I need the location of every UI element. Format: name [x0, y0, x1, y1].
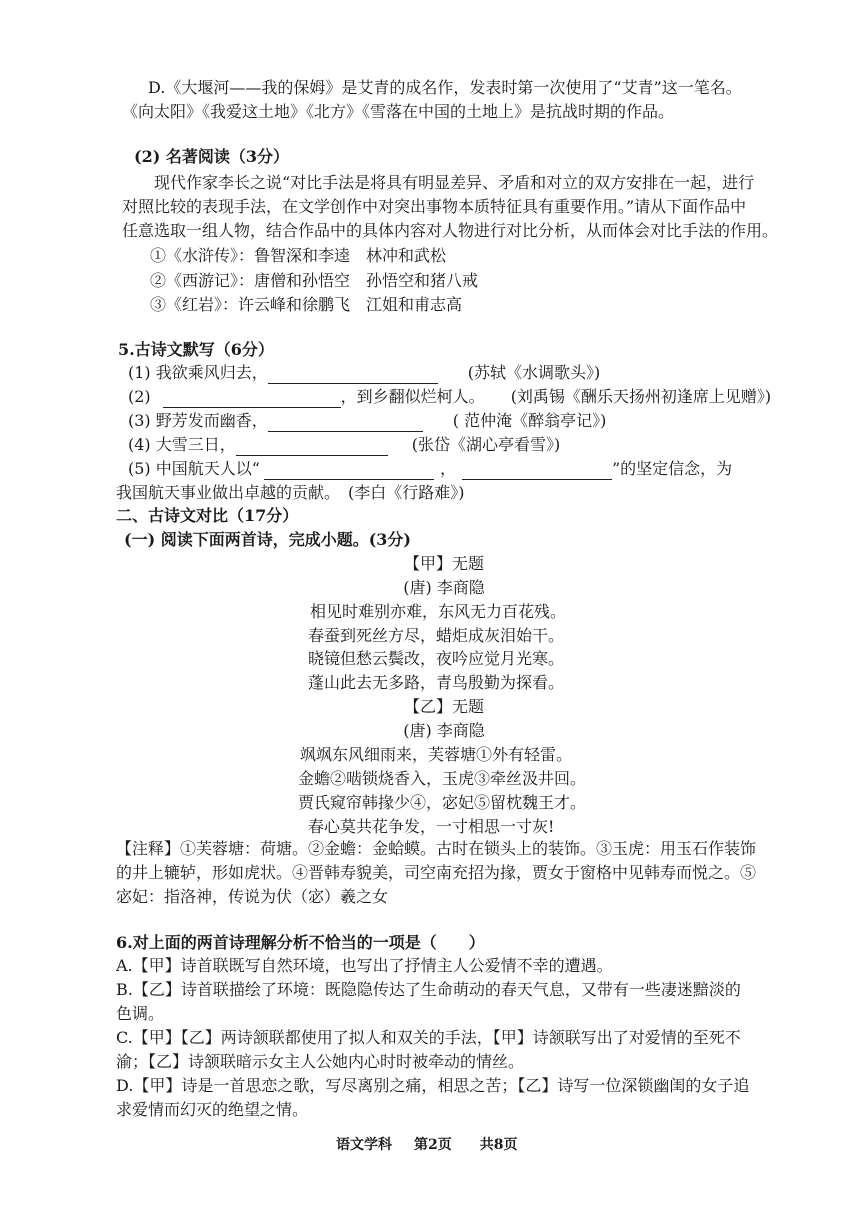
poem-a-line-3: 晓镜但愁云鬓改，夜吟应觉月光寒。 [308, 649, 565, 668]
poem-b-line-3: 贾氏窥帘韩掾少④，宓妃⑤留枕魏王才。 [298, 793, 587, 812]
footer [336, 1134, 518, 1156]
q5-heading: 5.古诗文默写（6分） [118, 340, 274, 359]
q5-line-5b: 我国航天事业做出卓越的贡献。 (李白《行路难》) [116, 483, 465, 502]
notes-line-3: 宓妃：指洛神，传说为伏（宓）羲之女 [116, 887, 389, 906]
q4-part2-para3: 任意选取一组人物，结合作品中的具体内容对人物进行对比分析，从而体会对比手法的作用。 [122, 221, 779, 240]
answer-blank-4[interactable] [236, 439, 388, 456]
q4-option-d-line2: 《向太阳》《我爱这土地》《北方》《雪落在中国的土地上》是抗战时期的作品。 [122, 102, 675, 121]
answer-blank-5b[interactable] [462, 463, 612, 480]
section2-subheading: (一) 阅读下面两首诗，完成小题。(3分) [124, 530, 411, 549]
q5-line-2-source: (刘禹锡《酬乐天扬州初逢席上见赠》) [510, 387, 772, 406]
q5-line-4 [128, 434, 560, 456]
q5-line-5-text: (5) 中国航天人以“ [128, 459, 260, 478]
notes-line-1: 【注释】①芙蓉塘：荷塘。②金蟾：金蛤蟆。古时在锁头上的装饰。③玉虎：用玉石作装饰 [116, 839, 757, 858]
q6-option-d-line1: D.【甲】诗是一首思恋之歌，写尽离别之痛，相思之苦；【乙】诗写一位深锁幽闺的女子追 [116, 1076, 750, 1095]
poem-b-author: (唐) 李商隐 [403, 721, 485, 740]
q5-line-5-post: ”的坚定信念，为 [611, 459, 733, 478]
q5-line-5 [128, 458, 732, 480]
poem-b-title: 【乙】无题 [403, 697, 484, 716]
q4-part2-item-3: ③《红岩》：许云峰和徐鹏飞 江姐和甫志高 [150, 295, 463, 314]
q5-line-2 [128, 386, 771, 408]
q6-option-d-line2: 求爱情而幻灭的绝望之情。 [116, 1100, 309, 1119]
poem-a-line-4: 蓬山此去无多路，青鸟殷勤为探看。 [308, 673, 565, 692]
q6-option-a: A.【甲】诗首联既写自然环境，也写出了抒情主人公爱情不幸的遭遇。 [116, 956, 613, 975]
q6-option-b-line1: B.【乙】诗首联描绘了环境：既隐隐传达了生命萌动的春天气息，又带有一些凄迷黯淡的 [116, 980, 741, 999]
q5-line-4-text: (4) 大雪三日， [128, 435, 236, 454]
answer-blank-5a[interactable] [264, 463, 434, 480]
q4-part2-heading: (2) 名著阅读（3分） [134, 147, 289, 166]
q5-line-1-text: (1) 我欲乘风归去， [128, 363, 268, 382]
notes-line-2: 的井上辘轳，形如虎状。④晋韩寿貌美，司空南充招为掾，贾女于窗格中见韩寿而悦之。⑤ [116, 863, 757, 882]
q5-line-1-source: (苏轼《水调歌头》) [467, 363, 601, 382]
footer-total-pages: 共8页 [479, 1137, 518, 1153]
q4-part2-item-1: ①《水浒传》：鲁智深和李逵 林冲和武松 [150, 246, 447, 265]
answer-blank-2[interactable] [163, 391, 341, 408]
q5-line-5-comma: ， [439, 459, 456, 478]
q5-line-2-num: (2) [128, 387, 151, 406]
q4-part2-item-2: ②《西游记》：唐僧和孙悟空 孙悟空和猪八戒 [150, 271, 479, 290]
q5-line-1 [128, 362, 600, 384]
q4-part2-para2: 对照比较的表现手法，在文学创作中对突出事物本质特征具有重要作用。”请从下面作品中 [122, 197, 747, 216]
q4-part2-para1: 现代作家李长之说“对比手法是将具有明显差异、矛盾和对立的双方安排在一起，进行 [154, 173, 755, 192]
q5-line-3 [128, 410, 606, 432]
q6-option-b-line2: 色调。 [116, 1004, 165, 1023]
q6-stem: 6.对上面的两首诗理解分析不恰当的一项是（ ） [116, 933, 485, 952]
q5-line-3-source: ( 范仲淹《醉翁亭记》) [452, 411, 607, 430]
q5-line-3-text: (3) 野芳发而幽香， [128, 411, 268, 430]
q5-line-4-source: (张岱《湖心亭看雪》) [411, 435, 561, 454]
q6-option-c-line2: 渝；【乙】诗颔联暗示女主人公她内心时时被牵动的情丝。 [116, 1052, 525, 1071]
poem-b-line-1: 飒飒东风细雨来，芙蓉塘①外有轻雷。 [300, 745, 573, 764]
section2-heading: 二、古诗文对比（17分） [116, 506, 299, 525]
poem-b-line-2: 金蟾②啮锁烧香入，玉虎③牵丝汲井回。 [298, 769, 587, 788]
q4-option-d-line1: D.《大堰河——我的保姆》是艾青的成名作，发表时第一次使用了“艾青”这一笔名。 [148, 78, 742, 97]
poem-a-line-1: 相见时难别亦难，东风无力百花残。 [310, 602, 567, 621]
poem-b-line-4: 春心莫共花争发，一寸相思一寸灰! [308, 817, 555, 836]
q6-option-c-line1: C.【甲】【乙】两诗颔联都使用了拟人和双关的手法，【甲】诗颔联写出了对爱情的至死不 [116, 1028, 741, 1047]
answer-blank-1[interactable] [268, 367, 438, 384]
footer-page-number: 第2页 [414, 1137, 452, 1153]
poem-a-line-2: 春蚕到死丝方尽，蜡炬成灰泪始干。 [308, 626, 565, 645]
poem-a-author: (唐) 李商隐 [403, 578, 485, 597]
poem-a-title: 【甲】无题 [403, 554, 484, 573]
footer-subject: 语文学科 [336, 1137, 392, 1153]
answer-blank-3[interactable] [268, 415, 423, 432]
q5-line-2-text: ，到乡翻似烂柯人。 [340, 387, 485, 406]
